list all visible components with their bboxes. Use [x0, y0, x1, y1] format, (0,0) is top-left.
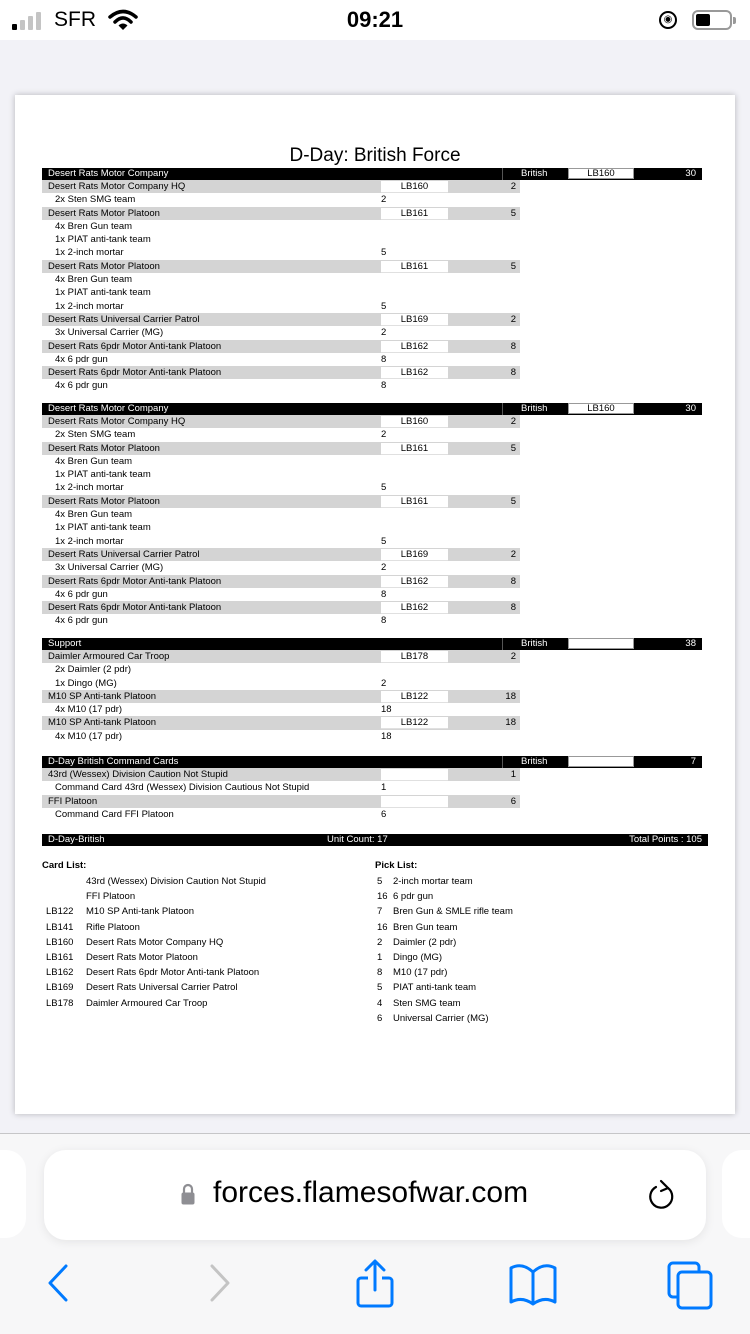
item-points: 5 — [381, 300, 387, 312]
item-points: 8 — [381, 615, 387, 627]
unit-code: LB169 — [381, 549, 448, 561]
unit-row — [42, 366, 702, 379]
previous-tab-preview[interactable] — [0, 1150, 26, 1238]
unit-item-row — [42, 326, 702, 339]
item-name: 1x 2-inch mortar — [55, 247, 124, 259]
pick-list-entry — [375, 996, 461, 1011]
item-name: 4x M10 (17 pdr) — [55, 704, 123, 716]
item-name: 4x 6 pdr gun — [55, 353, 108, 365]
unit-row — [42, 340, 702, 353]
card-list-entry — [42, 935, 224, 950]
card-list-entry — [42, 920, 140, 935]
unit-item-row — [42, 233, 702, 246]
pick-list-entry — [375, 965, 448, 980]
section-header — [42, 756, 702, 768]
unit-row — [42, 690, 702, 703]
pick-name: Universal Carrier (MG) — [393, 1012, 489, 1024]
unit-item-row — [42, 588, 702, 601]
unit-points: 2 — [510, 651, 516, 662]
card-list — [42, 858, 266, 1011]
pick-quantity: 5 — [377, 876, 383, 887]
tabs-icon[interactable] — [666, 1260, 714, 1310]
card-code: LB161 — [46, 951, 74, 963]
card-list-heading: Card List: — [42, 860, 87, 871]
item-points: 2 — [381, 429, 387, 441]
item-name: 2x Daimler (2 pdr) — [55, 664, 132, 676]
item-name: 1x PIAT anti-tank team — [55, 234, 151, 246]
unit-row — [42, 575, 702, 588]
item-name: 1x 2-inch mortar — [55, 535, 124, 547]
unit-points: 5 — [510, 207, 516, 219]
unit-name: Desert Rats Motor Platoon — [48, 442, 160, 454]
section-points: 7 — [690, 756, 696, 767]
unit-name: Desert Rats Motor Platoon — [48, 207, 160, 219]
item-name: 4x Bren Gun team — [55, 220, 133, 232]
unit-name: Desert Rats Universal Carrier Patrol — [48, 548, 200, 560]
card-name: M10 SP Anti-tank Platoon — [86, 906, 195, 918]
unit-row — [42, 795, 702, 808]
unit-name: Desert Rats Universal Carrier Patrol — [48, 313, 200, 325]
pick-list-heading: Pick List: — [375, 860, 418, 871]
unit-item-row — [42, 286, 702, 299]
section-header — [42, 638, 702, 650]
unit-item-row — [42, 730, 702, 743]
unit-points: 2 — [510, 416, 516, 427]
section-nation: British — [502, 403, 568, 415]
item-name: Command Card 43rd (Wessex) Division Cautious Not Stupid — [55, 782, 310, 794]
document-page — [15, 95, 735, 1114]
pick-quantity: 8 — [377, 967, 383, 979]
rotation-lock-icon: ◉ — [659, 11, 677, 29]
force-summary-bar — [42, 834, 708, 846]
unit-row — [42, 313, 702, 326]
item-points: 8 — [381, 380, 387, 392]
unit-row — [42, 601, 702, 614]
item-points: 8 — [381, 353, 387, 365]
unit-code: LB122 — [381, 717, 448, 729]
unit-name: Desert Rats Motor Company HQ — [48, 416, 186, 427]
pick-list-entry — [375, 1011, 489, 1026]
item-name: 1x PIAT anti-tank team — [55, 469, 151, 481]
unit-item-row — [42, 246, 702, 259]
item-points: 2 — [381, 194, 387, 206]
item-points: 6 — [381, 808, 387, 820]
unit-item-row — [42, 353, 702, 366]
pick-name: PIAT anti-tank team — [393, 982, 477, 994]
pick-list-entry — [375, 950, 443, 965]
force-name: D-Day-British — [48, 834, 105, 845]
section-nation: British — [502, 756, 568, 768]
card-name: FFI Platoon — [86, 891, 136, 903]
item-name: 1x 2-inch mortar — [55, 482, 124, 494]
card-list-entry — [42, 965, 260, 980]
section-points: 30 — [685, 168, 696, 179]
pick-name: Bren Gun & SMLE rifle team — [393, 906, 513, 918]
unit-points: 8 — [510, 575, 516, 587]
force-section — [42, 403, 702, 628]
unit-code: LB161 — [381, 443, 448, 455]
section-name: Desert Rats Motor Company — [48, 403, 169, 414]
unit-item-row — [42, 455, 702, 468]
unit-item-row — [42, 508, 702, 521]
item-name: Command Card FFI Platoon — [55, 808, 174, 820]
force-section — [42, 168, 702, 393]
unit-row — [42, 716, 702, 729]
unit-code: LB162 — [381, 367, 448, 379]
pick-name: 6 pdr gun — [393, 891, 434, 903]
unit-item-row — [42, 379, 702, 392]
pick-list — [375, 858, 513, 1026]
item-points: 5 — [381, 482, 387, 494]
unit-code: LB160 — [381, 181, 448, 193]
unit-points: 8 — [510, 367, 516, 379]
card-name: Desert Rats Motor Platoon — [86, 951, 198, 963]
card-code: LB162 — [46, 967, 74, 979]
unit-item-row — [42, 521, 702, 534]
unit-item-row — [42, 300, 702, 313]
unit-item-row — [42, 481, 702, 494]
back-icon[interactable] — [44, 1262, 72, 1304]
unit-name: Desert Rats 6pdr Motor Anti-tank Platoon — [48, 602, 222, 614]
unit-code: LB161 — [381, 208, 448, 220]
unit-name: FFI Platoon — [48, 795, 98, 807]
item-points: 2 — [381, 562, 387, 574]
section-points: 30 — [685, 403, 696, 414]
unit-code: LB162 — [381, 576, 448, 588]
unit-item-row — [42, 535, 702, 548]
total-points: Total Points : 105 — [629, 834, 702, 845]
unit-item-row — [42, 614, 702, 627]
item-name: 4x Bren Gun team — [55, 274, 133, 286]
url-text[interactable]: forces.flamesofwar.com — [213, 1176, 529, 1209]
unit-points: 18 — [505, 690, 516, 702]
card-list-entry — [42, 889, 136, 904]
unit-name: M10 SP Anti-tank Platoon — [48, 690, 157, 702]
unit-item-row — [42, 468, 702, 481]
unit-item-row — [42, 677, 702, 690]
unit-item-row — [42, 428, 702, 441]
unit-item-row — [42, 561, 702, 574]
unit-points: 2 — [510, 313, 516, 325]
pick-name: Dingo (MG) — [393, 951, 443, 963]
pick-name: Daimler (2 pdr) — [393, 936, 457, 948]
section-header — [42, 168, 702, 180]
section-code — [568, 756, 634, 767]
pick-quantity: 4 — [377, 997, 383, 1009]
card-code: LB160 — [46, 936, 74, 948]
item-name: 3x Universal Carrier (MG) — [55, 562, 164, 574]
unit-code — [381, 769, 448, 781]
item-name: 4x Bren Gun team — [55, 455, 133, 467]
section-name: Desert Rats Motor Company — [48, 168, 169, 179]
item-name: 4x Bren Gun team — [55, 509, 133, 521]
pick-quantity: 5 — [377, 982, 383, 994]
unit-name: 43rd (Wessex) Division Caution Not Stupid — [48, 769, 228, 780]
unit-code: LB161 — [381, 496, 448, 508]
document-title: D-Day: British Force — [289, 145, 461, 166]
card-list-entry — [42, 980, 238, 995]
pick-name: M10 (17 pdr) — [393, 967, 448, 979]
pick-list-entry — [375, 904, 513, 919]
share-icon[interactable] — [354, 1258, 396, 1310]
item-points: 1 — [381, 782, 387, 794]
unit-row — [42, 415, 702, 428]
unit-points: 5 — [510, 495, 516, 507]
pick-list-entry — [375, 920, 458, 935]
pick-name: Sten SMG team — [393, 997, 461, 1009]
pick-list-entry — [375, 874, 473, 889]
unit-code: LB122 — [381, 691, 448, 703]
unit-points: 18 — [505, 717, 516, 729]
unit-code: LB178 — [381, 651, 448, 663]
item-name: 2x Sten SMG team — [55, 194, 136, 206]
pick-name: 2-inch mortar team — [393, 876, 473, 887]
carrier-name: SFR — [54, 8, 96, 31]
unit-row — [42, 768, 702, 781]
section-nation: British — [502, 168, 568, 180]
unit-row — [42, 650, 702, 663]
card-name: Desert Rats Universal Carrier Patrol — [86, 982, 238, 994]
card-code: LB122 — [46, 906, 74, 918]
unit-name: M10 SP Anti-tank Platoon — [48, 717, 157, 729]
item-name: 2x Sten SMG team — [55, 429, 136, 441]
reload-icon[interactable] — [644, 1178, 680, 1214]
unit-item-row — [42, 663, 702, 676]
pick-list-entry — [375, 889, 434, 904]
unit-points: 5 — [510, 442, 516, 454]
force-section — [42, 638, 702, 743]
unit-name: Desert Rats Motor Company HQ — [48, 181, 186, 192]
item-name: 1x PIAT anti-tank team — [55, 522, 151, 534]
unit-item-row — [42, 808, 702, 821]
item-name: 4x 6 pdr gun — [55, 588, 108, 600]
section-header — [42, 403, 702, 415]
unit-points: 8 — [510, 340, 516, 352]
unit-item-row — [42, 781, 702, 794]
unit-row — [42, 495, 702, 508]
pick-quantity: 6 — [377, 1012, 383, 1024]
pick-name: Bren Gun team — [393, 921, 458, 933]
item-name: 4x M10 (17 pdr) — [55, 730, 123, 742]
card-name: Desert Rats Motor Company HQ — [86, 936, 224, 948]
unit-points: 6 — [510, 795, 516, 807]
item-name: 1x 2-inch mortar — [55, 300, 124, 312]
item-points: 5 — [381, 535, 387, 547]
pick-list-entry — [375, 980, 477, 995]
card-list-entry — [42, 950, 198, 965]
unit-code: LB160 — [381, 416, 448, 428]
card-list-entry — [42, 996, 208, 1011]
pick-quantity: 16 — [377, 891, 388, 903]
unit-item-row — [42, 220, 702, 233]
section-nation: British — [502, 638, 568, 650]
unit-name: Daimler Armoured Car Troop — [48, 651, 170, 662]
card-list-entry — [42, 874, 266, 889]
unit-row — [42, 548, 702, 561]
unit-item-row — [42, 703, 702, 716]
section-code: LB160 — [568, 403, 634, 414]
section-code: LB160 — [568, 168, 634, 179]
section-name: Support — [48, 638, 82, 649]
item-points: 18 — [381, 730, 392, 742]
forward-icon — [206, 1262, 234, 1304]
card-name: 43rd (Wessex) Division Caution Not Stupid — [86, 876, 266, 887]
card-code: LB169 — [46, 982, 74, 994]
address-bar[interactable] — [44, 1150, 706, 1240]
item-points: 2 — [381, 677, 387, 689]
unit-row — [42, 442, 702, 455]
unit-name: Desert Rats 6pdr Motor Anti-tank Platoon — [48, 367, 222, 379]
status-bar — [0, 0, 750, 40]
browser-bottom-bar — [0, 1134, 750, 1334]
lock-icon — [181, 1182, 195, 1206]
item-points: 2 — [381, 327, 387, 339]
clock: 09:21 — [346, 7, 404, 32]
next-tab-preview[interactable] — [722, 1150, 750, 1238]
unit-item-row — [42, 273, 702, 286]
unit-points: 5 — [510, 260, 516, 272]
unit-row — [42, 207, 702, 220]
unit-code — [381, 796, 448, 808]
unit-name: Desert Rats 6pdr Motor Anti-tank Platoon — [48, 340, 222, 352]
item-name: 4x 6 pdr gun — [55, 615, 108, 627]
item-name: 4x 6 pdr gun — [55, 380, 108, 392]
unit-name: Desert Rats Motor Platoon — [48, 495, 160, 507]
unit-code: LB161 — [381, 261, 448, 273]
unit-points: 1 — [510, 769, 516, 780]
item-name: 1x PIAT anti-tank team — [55, 287, 151, 299]
item-name: 1x Dingo (MG) — [55, 677, 117, 689]
unit-code: LB162 — [381, 341, 448, 353]
item-points: 8 — [381, 588, 387, 600]
unit-points: 8 — [510, 602, 516, 614]
section-code — [568, 638, 634, 649]
item-points: 18 — [381, 704, 392, 716]
card-name: Desert Rats 6pdr Motor Anti-tank Platoon — [86, 967, 260, 979]
unit-code: LB169 — [381, 314, 448, 326]
card-list-entry — [42, 904, 195, 919]
item-points: 5 — [381, 247, 387, 259]
item-name: 3x Universal Carrier (MG) — [55, 327, 164, 339]
force-section — [42, 756, 702, 821]
pick-quantity: 1 — [377, 951, 383, 963]
battery-icon — [692, 10, 732, 30]
bookmarks-icon[interactable] — [508, 1262, 558, 1306]
card-name: Rifle Platoon — [86, 921, 140, 933]
unit-code: LB162 — [381, 602, 448, 614]
unit-name: Desert Rats 6pdr Motor Anti-tank Platoon — [48, 575, 222, 587]
section-name: D-Day British Command Cards — [48, 756, 179, 767]
card-code: LB141 — [46, 921, 74, 933]
card-code: LB178 — [46, 997, 74, 1009]
section-points: 38 — [685, 638, 696, 649]
unit-item-row — [42, 193, 702, 206]
unit-name: Desert Rats Motor Platoon — [48, 260, 160, 272]
pick-list-entry — [375, 935, 457, 950]
unit-row — [42, 260, 702, 273]
pick-quantity: 7 — [377, 906, 383, 918]
pick-quantity: 2 — [377, 936, 383, 948]
card-name: Daimler Armoured Car Troop — [86, 997, 208, 1009]
unit-points: 2 — [510, 548, 516, 560]
unit-points: 2 — [510, 181, 516, 192]
unit-row — [42, 180, 702, 193]
unit-count: Unit Count: 17 — [327, 834, 388, 845]
pick-quantity: 16 — [377, 921, 388, 933]
